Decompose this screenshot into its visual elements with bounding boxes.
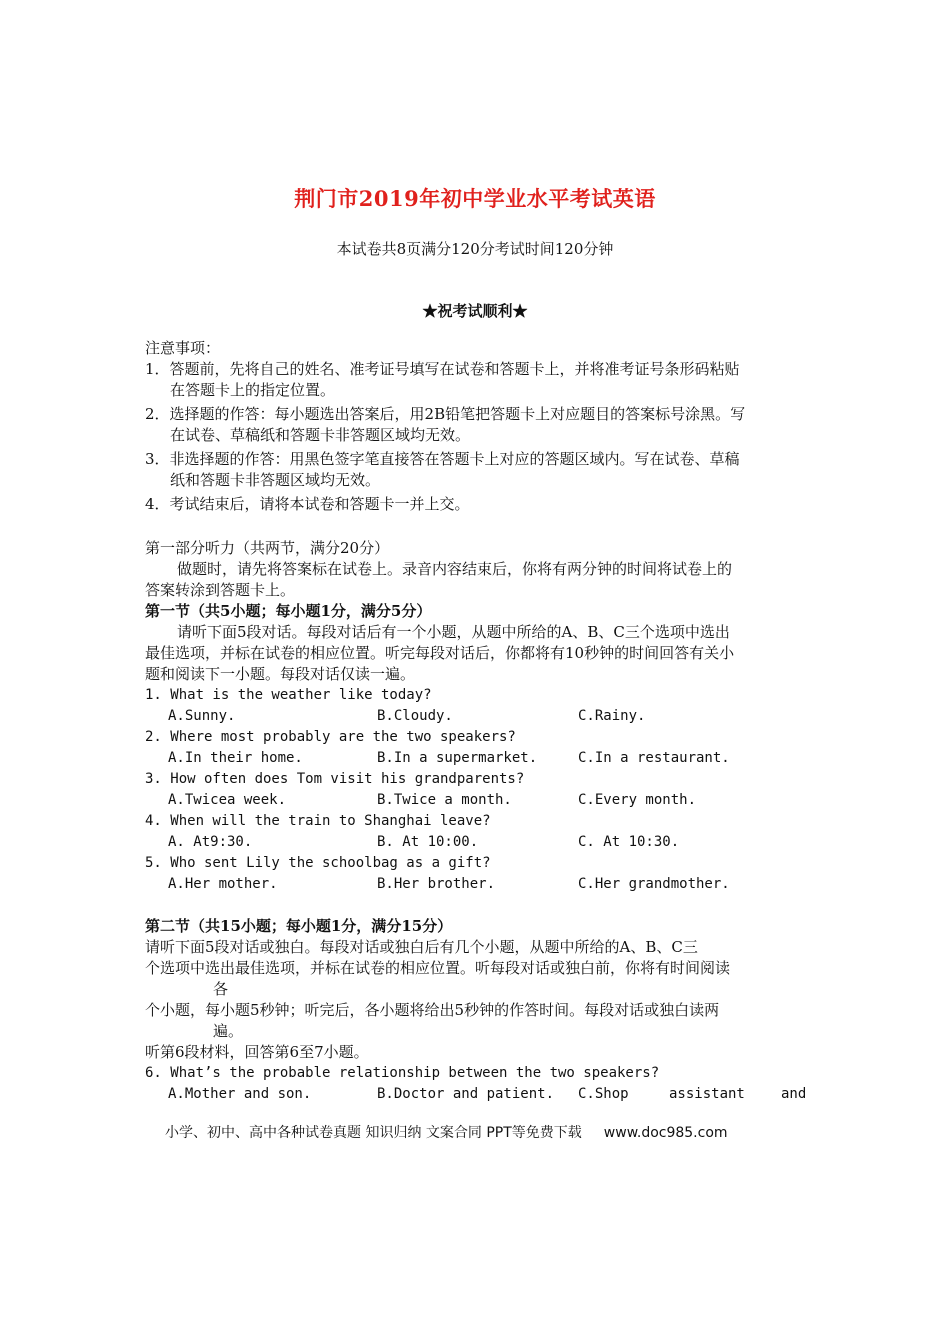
q5-option-c: C.Her grandmother. xyxy=(578,876,730,892)
q5-option-a: A.Her mother. xyxy=(168,876,278,892)
good-luck-banner: ★祝考试顺利★ xyxy=(422,302,528,320)
q1-option-a: A.Sunny. xyxy=(168,708,236,724)
notice-heading: 注意事项： xyxy=(145,339,221,357)
q4-option-b: B. At 10:00. xyxy=(377,834,479,850)
question-3-options xyxy=(145,790,810,811)
notice-item-1-line-2: 在答题卡上的指定位置。 xyxy=(170,381,336,399)
part1-section xyxy=(145,538,810,895)
notice-item-2-line-1: 2．选择题的作答：每小题选出答案后，用2B铅笔把答题卡上对应题目的答案标号涂黑。写 xyxy=(145,405,746,423)
part1-intro-line-1: 做题时，请先将答案标在试卷上。录音内容结束后，你将有两分钟的时间将试卷上的 xyxy=(177,560,733,578)
notice-section xyxy=(145,338,810,515)
q3-option-b: B.Twice a month. xyxy=(377,792,512,808)
q6-option-a: A.Mother and son. xyxy=(168,1086,312,1102)
footer-url[interactable]: www.doc985.com xyxy=(603,1125,728,1141)
notice-item-4: 4．考试结束后，请将本试卷和答题卡一并上交。 xyxy=(145,495,470,513)
q1-option-b: B.Cloudy. xyxy=(377,708,453,724)
exam-subtitle: 本试卷共8页满分120分考试时间120分钟 xyxy=(336,240,614,258)
page-footer xyxy=(165,1122,728,1142)
question-5-options xyxy=(145,874,810,895)
question-1: 1. What is the weather like today? xyxy=(145,687,432,703)
question-6: 6. What’s the probable relationship between the two speakers? xyxy=(145,1065,660,1081)
section2 xyxy=(145,916,810,1105)
q3-option-c: C.Every month. xyxy=(578,792,697,808)
part1-intro-line-2: 答案转涂到答题卡上。 xyxy=(145,581,296,599)
section1-intro-line-1: 请听下面5段对话。每段对话后有一个小题，从题中所给的A、B、C三个选项中选出 xyxy=(177,623,730,641)
question-4: 4. When will the train to Shanghai leave? xyxy=(145,813,491,829)
notice-item-3-line-2: 纸和答题卡非答题区域均无效。 xyxy=(170,471,381,489)
notice-item-3-line-1: 3．非选择题的作答：用黑色签字笔直接答在答题卡上对应的答题区域内。写在试卷、草稿 xyxy=(145,450,740,468)
q6-option-c-word-3: and xyxy=(781,1086,807,1102)
q6-option-b: B.Doctor and patient. xyxy=(377,1086,555,1102)
section2-intro-line-2: 个选项中选出最佳选项，并标在试卷的相应位置。听每段对话或独白前，你将有时间阅读 xyxy=(145,959,731,977)
q4-option-c: C. At 10:30. xyxy=(578,834,680,850)
section2-intro-line-4: 个小题，每小题5秒钟；听完后，各小题将给出5秒钟的作答时间。每段对话或独白读两 xyxy=(145,1001,720,1019)
question-5: 5. Who sent Lily the schoolbag as a gift? xyxy=(145,855,491,871)
section2-intro-line-3: 各 xyxy=(213,980,229,998)
q6-option-c-word-2: assistant xyxy=(669,1086,745,1102)
notice-item-1-line-1: 1．答题前，先将自己的姓名、准考证号填写在试卷和答题卡上，并将准考证号条形码粘贴 xyxy=(145,360,740,378)
page-title: 荆门市2019年初中学业水平考试英语 xyxy=(294,186,656,211)
question-1-options xyxy=(145,706,810,727)
q5-option-b: B.Her brother. xyxy=(377,876,496,892)
q3-option-a: A.Twicea week. xyxy=(168,792,287,808)
q1-option-c: C.Rainy. xyxy=(578,708,646,724)
section1-heading: 第一节（共5小题；每小题1分，满分5分） xyxy=(145,602,432,620)
q2-option-c: C.In a restaurant. xyxy=(578,750,730,766)
section1-intro-line-2: 最佳选项，并标在试卷的相应位置。听完每段对话后，你都将有10秒钟的时间回答有关小 xyxy=(145,644,735,662)
notice-item-2-line-2: 在试卷、草稿纸和答题卡非答题区域均无效。 xyxy=(170,426,471,444)
section2-heading: 第二节（共15小题；每小题1分，满分15分） xyxy=(145,917,453,935)
question-2-options xyxy=(145,748,810,769)
question-2: 2. Where most probably are the two speakers? xyxy=(145,729,516,745)
part1-heading: 第一部分听力（共两节，满分20分） xyxy=(145,539,390,557)
footer-text: 小学、初中、高中各种试卷真题 知识归纳 文案合同 PPT等免费下载 xyxy=(165,1125,582,1141)
section2-intro-line-5: 遍。 xyxy=(213,1022,244,1040)
question-4-options xyxy=(145,832,810,853)
q2-option-b: B.In a supermarket. xyxy=(377,750,538,766)
section2-intro-line-1: 请听下面5段对话或独白。每段对话或独白后有几个小题，从题中所给的A、B、C三 xyxy=(145,938,698,956)
question-3: 3. How often does Tom visit his grandparents? xyxy=(145,771,525,787)
q6-option-c-word-1: C.Shop xyxy=(578,1086,629,1102)
q4-option-a: A. At9:30. xyxy=(168,834,253,850)
q2-option-a: A.In their home. xyxy=(168,750,303,766)
section1-intro-line-3: 题和阅读下一小题。每段对话仅读一遍。 xyxy=(145,665,416,683)
question-6-options xyxy=(145,1084,810,1105)
section2-material: 听第6段材料，回答第6至7小题。 xyxy=(145,1043,369,1061)
